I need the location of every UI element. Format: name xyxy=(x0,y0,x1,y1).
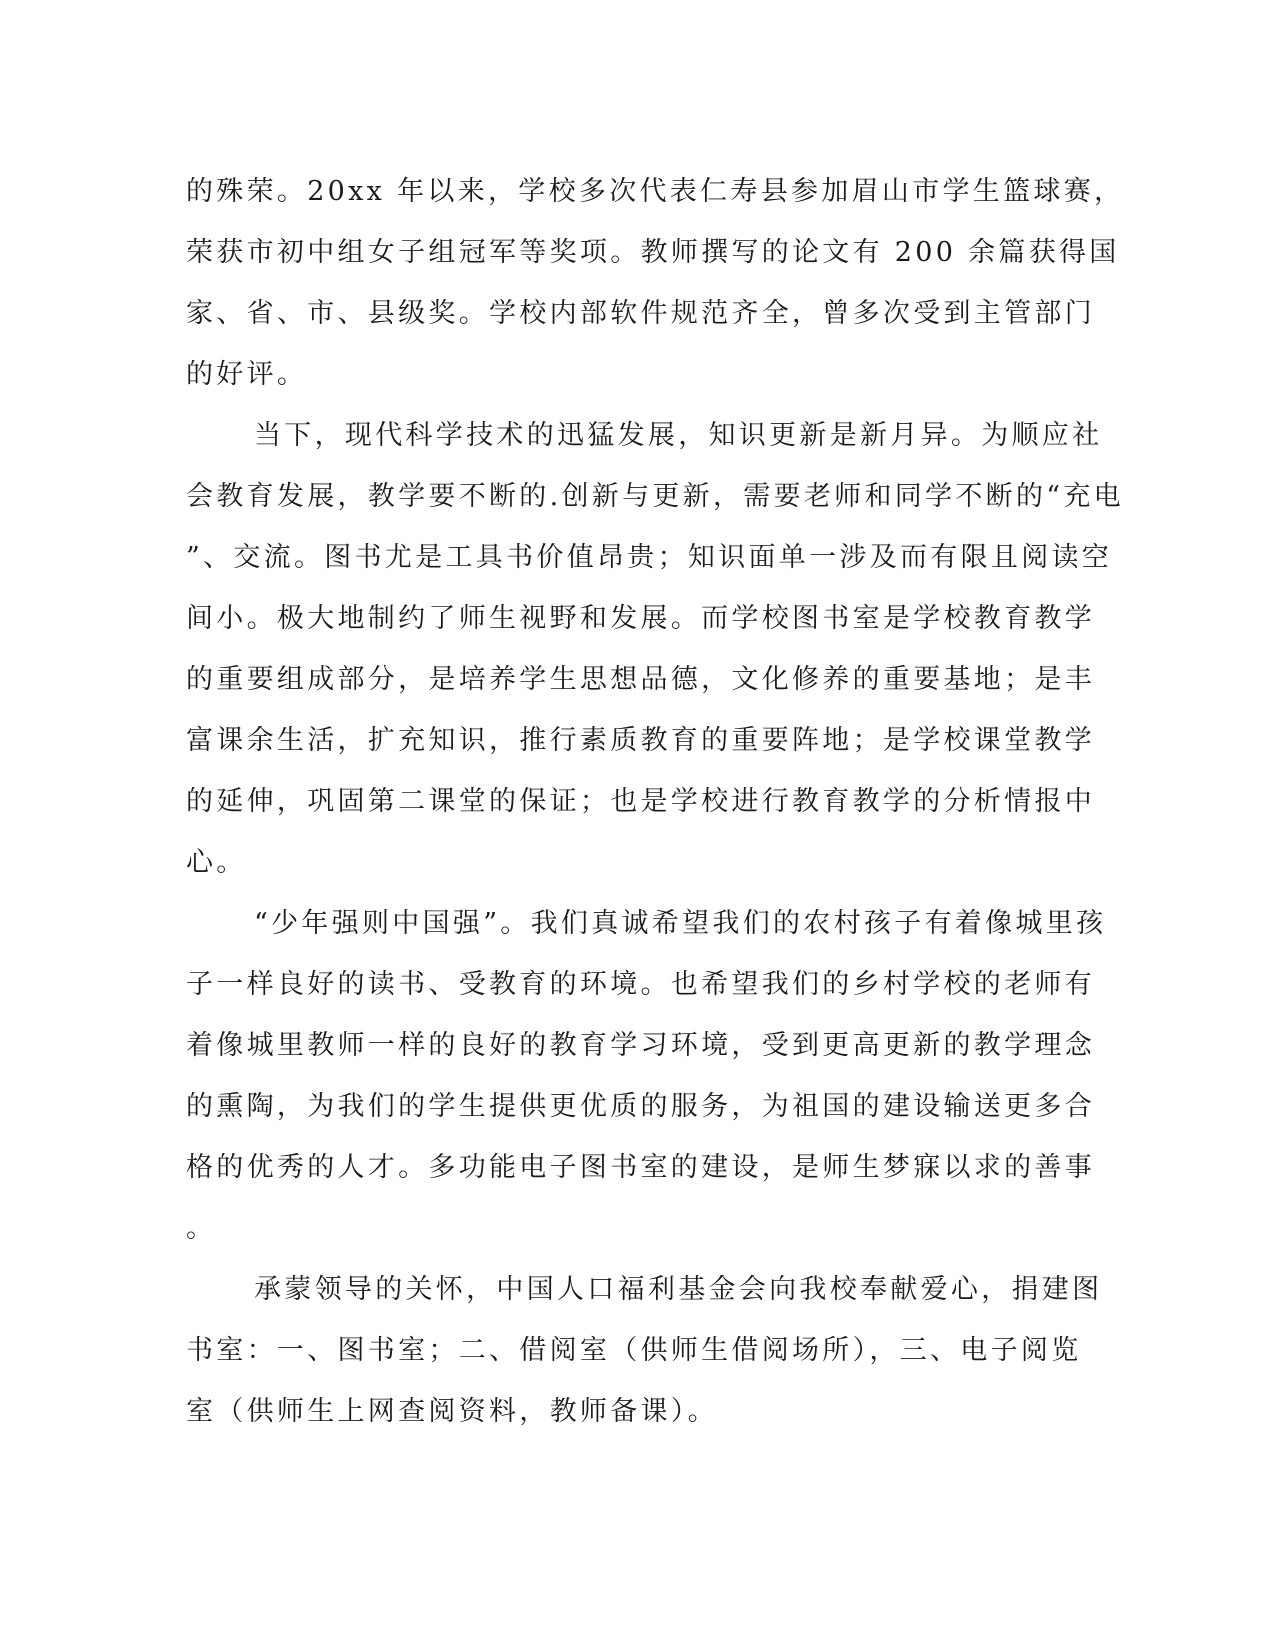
text-line: 书室：一、图书室；二、借阅室（供师生借阅场所），三、电子阅览 xyxy=(186,1335,1082,1366)
text-line: 室（供师生上网查阅资料，教师备课）。 xyxy=(186,1396,718,1427)
text-line: 子一样良好的读书、受教育的环境。也希望我们的乡村学校的老师有 xyxy=(186,969,1095,1000)
text-line: 荣获市初中组女子组冠军等奖项。教师撰写的论文有 200 余篇获得国 xyxy=(186,237,1120,268)
paragraph-2 xyxy=(186,405,1124,893)
text-line: “少年强则中国强”。我们真诚希望我们的农村孩子有着像城里孩 xyxy=(254,908,1107,939)
text-line: 着像城里教师一样的良好的教育学习环境，受到更高更新的教学理念 xyxy=(186,1030,1095,1061)
text-line: 的殊荣。20xx 年以来，学校多次代表仁寿县参加眉山市学生篮球赛， xyxy=(186,176,1125,207)
document-body xyxy=(186,161,1125,1442)
text-line: 的延伸，巩固第二课堂的保证；也是学校进行教育教学的分析情报中 xyxy=(186,786,1095,817)
text-line: 富课余生活，扩充知识，推行素质教育的重要阵地；是学校课堂教学 xyxy=(186,725,1095,756)
text-line: 心。 xyxy=(186,847,247,878)
paragraph-3 xyxy=(186,893,1107,1259)
text-line: 的重要组成部分，是培养学生思想品德，文化修养的重要基地；是丰 xyxy=(186,664,1095,695)
paragraph-4 xyxy=(186,1259,1103,1442)
text-line: 的好评。 xyxy=(186,359,308,390)
text-line: 的熏陶，为我们的学生提供更优质的服务，为祖国的建设输送更多合 xyxy=(186,1091,1095,1122)
text-line: 间小。极大地制约了师生视野和发展。而学校图书室是学校教育教学 xyxy=(186,603,1095,634)
text-line: 家、省、市、县级奖。学校内部软件规范齐全，曾多次受到主管部门 xyxy=(186,298,1095,329)
text-line: 会教育发展，教学要不断的.创新与更新，需要老师和同学不断的“充电 xyxy=(186,481,1124,512)
text-line: 当下，现代科学技术的迅猛发展，知识更新是新月异。为顺应社 xyxy=(254,420,1103,451)
text-line: 承蒙领导的关怀，中国人口福利基金会向我校奉献爱心，捐建图 xyxy=(254,1274,1103,1305)
text-line: 格的优秀的人才。多功能电子图书室的建设，是师生梦寐以求的善事 xyxy=(186,1152,1095,1183)
text-line: ”、交流。图书尤是工具书价值昂贵；知识面单一涉及而有限且阅读空 xyxy=(186,542,1113,573)
text-line: 。 xyxy=(186,1213,217,1244)
paragraph-1 xyxy=(186,161,1125,405)
